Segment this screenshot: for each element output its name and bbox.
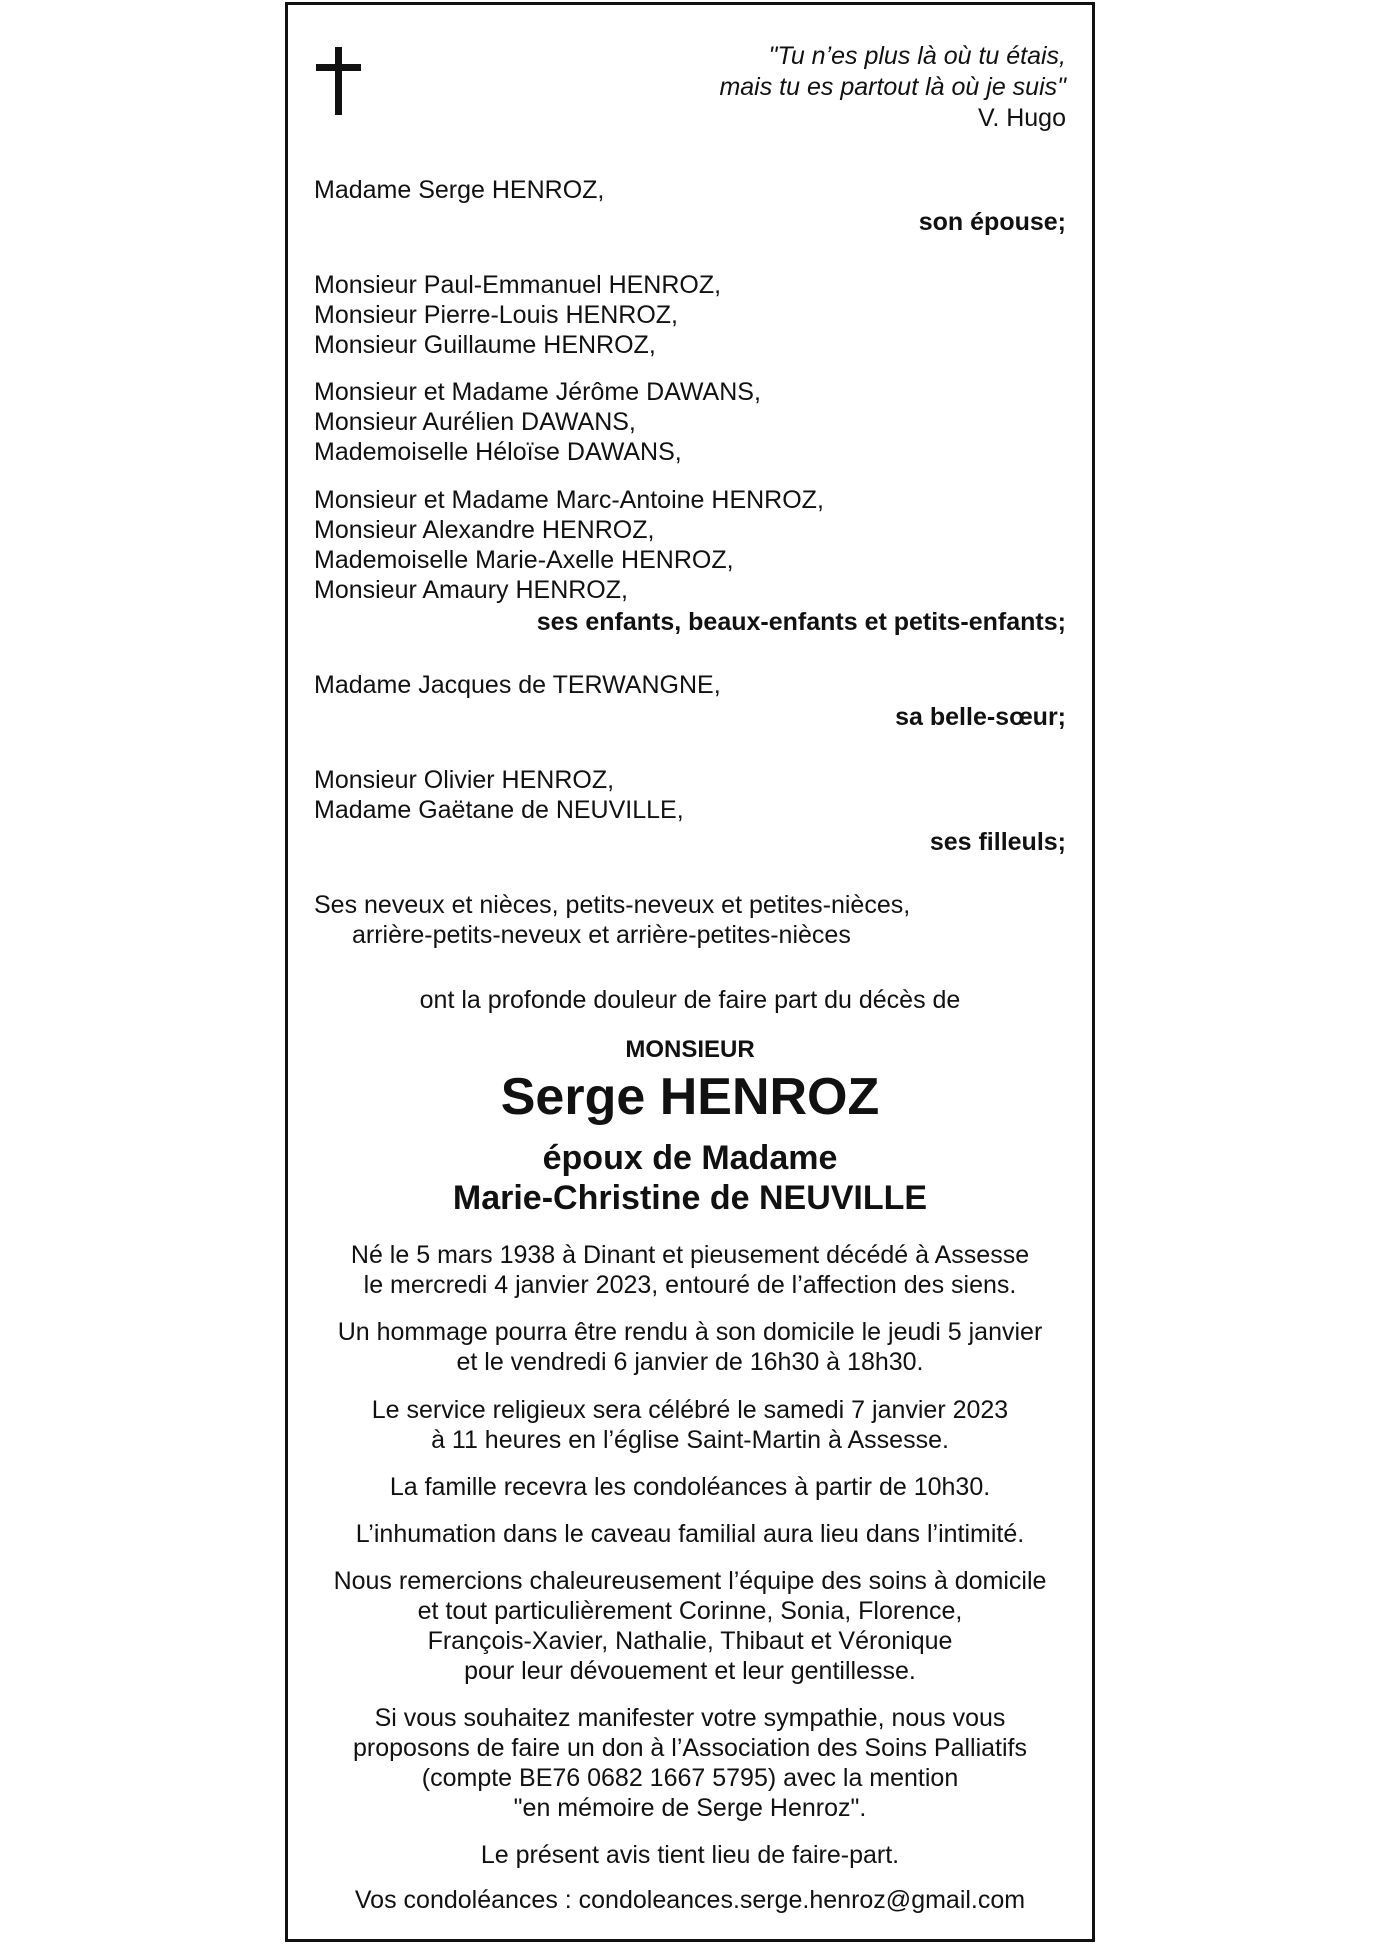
family-member: Monsieur et Madame Jérôme DAWANS, — [314, 378, 761, 406]
nephews-line-1: Ses neveux et nièces, petits-neveux et petites-nièces, — [314, 891, 911, 919]
burial-line: L’inhumation dans le caveau familial aura lieu dans l’intimité. — [355, 1520, 1025, 1548]
thanks-line: François-Xavier, Nathalie, Thibaut et Véronique — [427, 1627, 953, 1655]
cross-icon — [314, 47, 364, 115]
spouse-name: Madame Serge HENROZ, — [314, 176, 605, 204]
tribute-line: Un hommage pourra être rendu à son domicile le jeudi 5 janvier — [337, 1318, 1043, 1346]
sister-in-law-name: Madame Jacques de TERWANGNE, — [314, 671, 721, 699]
notice-line: Le présent avis tient lieu de faire-part. — [480, 1841, 900, 1869]
godchild-name: Monsieur Olivier HENROZ, — [314, 766, 615, 794]
donation-line: proposons de faire un don à l’Association des Soins Palliatifs — [352, 1734, 1027, 1762]
nephews-line-2: arrière-petits-neveux et arrière-petites-nièces — [352, 921, 851, 949]
deceased-spouse-line-1: époux de Madame — [542, 1139, 838, 1177]
sister-in-law-relation: sa belle-sœur; — [895, 703, 1066, 731]
obituary-frame — [285, 2, 1095, 1942]
family-member: Monsieur Pierre-Louis HENROZ, — [314, 301, 678, 329]
deceased-name: Serge HENROZ — [500, 1068, 880, 1126]
family-member: Mademoiselle Marie-Axelle HENROZ, — [314, 546, 734, 574]
birth-death-line: le mercredi 4 janvier 2023, entouré de l’affection des siens. — [363, 1271, 1017, 1299]
quote — [719, 41, 1066, 134]
thanks-line: pour leur dévouement et leur gentillesse. — [464, 1657, 916, 1685]
birth-death-line: Né le 5 mars 1938 à Dinant et pieusement décédé à Assesse — [350, 1241, 1030, 1269]
family-member: Monsieur Aurélien DAWANS, — [314, 408, 636, 436]
family-member: Monsieur et Madame Marc-Antoine HENROZ, — [314, 486, 824, 514]
deceased-title: MONSIEUR — [625, 1036, 755, 1063]
donation-line: "en mémoire de Serge Henroz". — [513, 1794, 867, 1822]
service-line: à 11 heures en l’église Saint-Martin à Assesse. — [431, 1426, 949, 1454]
announcement: ont la profonde douleur de faire part du décès de — [419, 986, 961, 1014]
donation-line: (compte BE76 0682 1667 5795) avec la mention — [421, 1764, 959, 1792]
contact-email[interactable]: Vos condoléances : condoleances.serge.henroz@gmail.com — [354, 1886, 1026, 1914]
quote-author: V. Hugo — [977, 104, 1066, 132]
condolences-time: La famille recevra les condoléances à partir de 10h30. — [389, 1473, 991, 1501]
family-member: Monsieur Paul-Emmanuel HENROZ, — [314, 271, 722, 299]
service-line: Le service religieux sera célébré le samedi 7 janvier 2023 — [371, 1396, 1009, 1424]
family-member: Monsieur Amaury HENROZ, — [314, 576, 628, 604]
donation-line: Si vous souhaitez manifester votre sympathie, nous vous — [374, 1704, 1006, 1732]
godchildren-relation: ses filleuls; — [929, 828, 1066, 856]
family-member: Mademoiselle Héloïse DAWANS, — [314, 438, 682, 466]
quote-line-2: mais tu es partout là où je suis" — [719, 73, 1066, 101]
thanks-line: Nous remercions chaleureusement l’équipe des soins à domicile — [333, 1567, 1047, 1595]
spouse-relation: son épouse; — [918, 208, 1066, 236]
quote-line-1: "Tu n’es plus là où tu étais, — [768, 42, 1066, 70]
family-member: Monsieur Guillaume HENROZ, — [314, 331, 656, 359]
tribute-line: et le vendredi 6 janvier de 16h30 à 18h30. — [456, 1348, 924, 1376]
thanks-line: et tout particulièrement Corinne, Sonia, Florence, — [417, 1597, 963, 1625]
godchild-name: Madame Gaëtane de NEUVILLE, — [314, 796, 684, 824]
children-relation: ses enfants, beaux-enfants et petits-enfants; — [536, 608, 1066, 636]
family-member: Monsieur Alexandre HENROZ, — [314, 516, 655, 544]
deceased-spouse-line-2: Marie-Christine de NEUVILLE — [452, 1179, 928, 1217]
